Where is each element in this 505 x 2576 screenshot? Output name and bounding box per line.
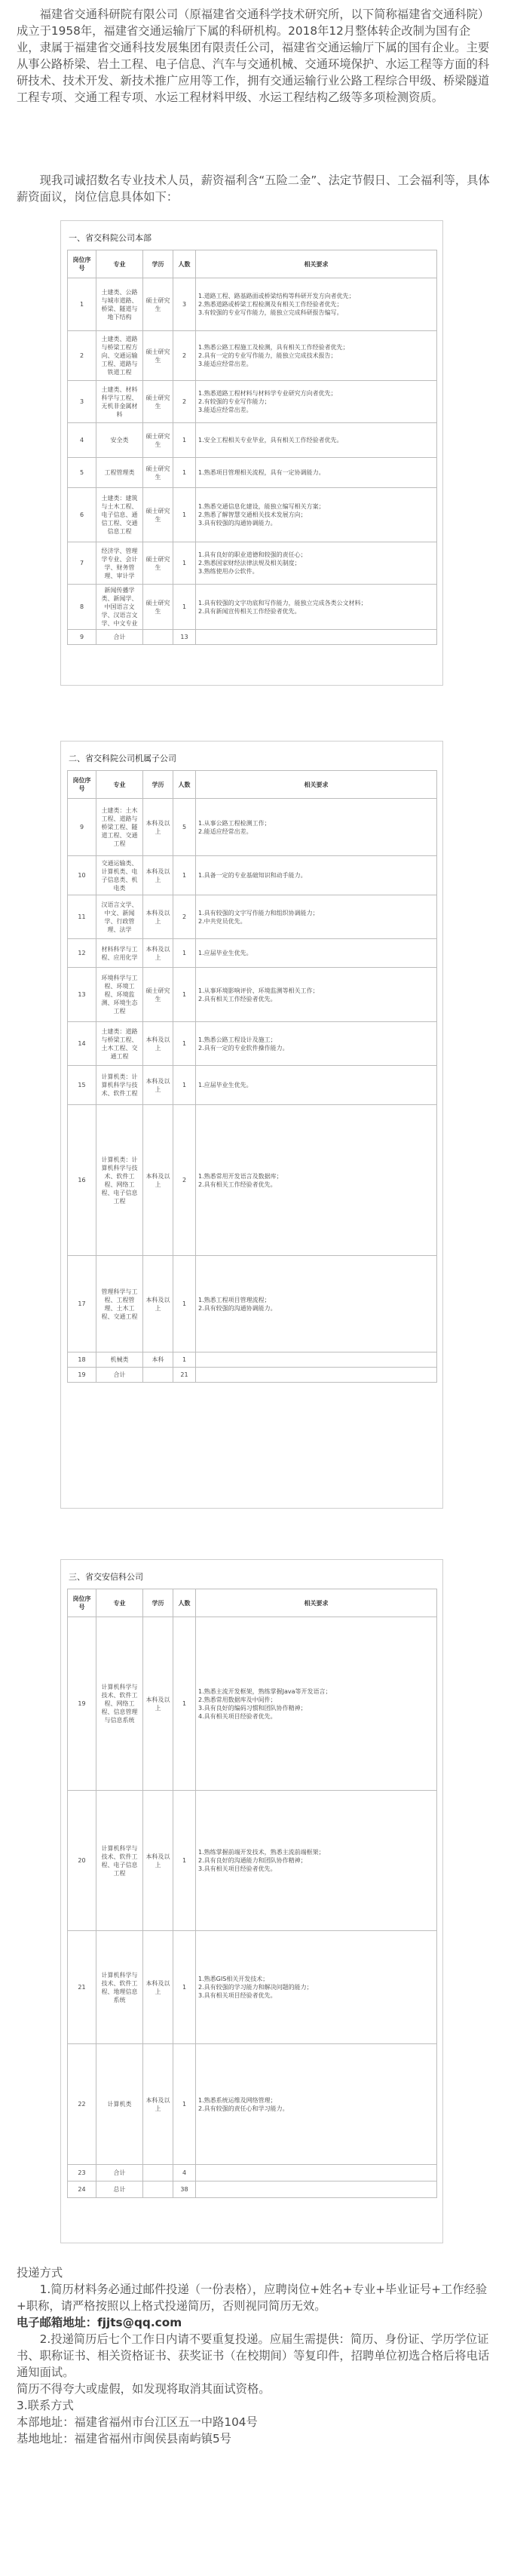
col-header-edu: 学历 bbox=[143, 771, 173, 799]
intro-paragraph: 福建省交通科研院有限公司（原福建省交通科学技术研究所，以下简称福建省交通科院）成立于1958年，福建省交通运输厅下属的科研机构。2018年12月整体转企改制为国有企业，隶属于福建省交通科技发展集团有限责任公司，福建省交通运输厅下属的国有企业。主要从事公路桥梁、岩土工程、电子信息、汽车与交通机械、交通环境保护、水运工程等方面的科研技术、技术开发、新技术推广应用等工作，拥有交通运输行业公路工程综合甲级、桥梁隧道工程专项、交通工程专项、水运工程材料甲级、水运工程结构乙级等多项检测资质。 bbox=[17, 8, 490, 104]
cell-major: 新闻传播学类、新闻学、中国语言文学、汉语言文学、中文专业 bbox=[96, 585, 143, 630]
col-header-major: 专业 bbox=[96, 771, 143, 799]
cell-major: 合计 bbox=[96, 1368, 143, 1383]
table-row bbox=[68, 1368, 437, 1383]
cell-headcount: 1 bbox=[173, 1022, 196, 1066]
cell-position-no: 5 bbox=[68, 458, 96, 488]
cell-requirements bbox=[196, 2181, 437, 2198]
section-2-table bbox=[67, 770, 437, 1383]
cell-requirements bbox=[196, 2165, 437, 2181]
table-row bbox=[68, 1617, 437, 1791]
cell-requirements: 1.安全工程相关专业毕业，具有相关工作经验者优先。 bbox=[196, 423, 437, 458]
section-1-rows bbox=[68, 278, 437, 645]
cell-requirements: 1.具有良好的职业道德和较强的责任心； 2.熟悉国家财经法律法规及相关制度； 3.熟练使用办公软件。 bbox=[196, 542, 437, 585]
cell-headcount: 1 bbox=[173, 1352, 196, 1368]
cell-education: 本科 bbox=[143, 1352, 173, 1368]
address-base: 基地地址：福建省福州市闽侯县南屿镇5号 bbox=[17, 2432, 232, 2446]
table-row bbox=[68, 2165, 437, 2181]
cell-major: 土建类、公路与城市道路、桥梁、隧道与地下结构 bbox=[96, 278, 143, 331]
col-header-no: 岗位序号 bbox=[68, 771, 96, 799]
section-2-rows bbox=[68, 799, 437, 1383]
cell-requirements: 1.道路工程、路基路面或桥梁结构等科研开发方向者优先； 2.熟悉道路或桥梁工程检测及有相关工作经验者优先； 3.有较强的专业写作能力，能独立完成科研报告编写。 bbox=[196, 278, 437, 331]
table-row bbox=[68, 939, 437, 968]
table-row bbox=[68, 542, 437, 585]
cell-requirements: 1.从事公路工程检测工作； 2.能适应经常出差。 bbox=[196, 799, 437, 856]
cell-requirements bbox=[196, 1368, 437, 1383]
cell-education: 本科及以上 bbox=[143, 1105, 173, 1256]
cell-education: 本科及以上 bbox=[143, 1256, 173, 1352]
cell-headcount: 1 bbox=[173, 488, 196, 542]
cell-major: 环境科学与工程、环境工程、环境监测、环境生态工程 bbox=[96, 968, 143, 1022]
col-header-no: 岗位序号 bbox=[68, 250, 96, 278]
cell-position-no: 9 bbox=[68, 630, 96, 645]
cell-major: 计算机类：计算机科学与技术、软件工程、网络工程、电子信息工程 bbox=[96, 1105, 143, 1256]
cell-education: 硕士研究生 bbox=[143, 423, 173, 458]
cell-position-no: 8 bbox=[68, 585, 96, 630]
cell-major: 土建类：建筑与土木工程、电子信息、通信工程、交通信息工程 bbox=[96, 488, 143, 542]
cell-position-no: 16 bbox=[68, 1105, 96, 1256]
table-row bbox=[68, 1352, 437, 1368]
table-row bbox=[68, 2044, 437, 2165]
apply-paragraph-3: 简历不得夸大或虚假，如发现将取消其面试资格。 bbox=[17, 2382, 271, 2396]
table-row bbox=[68, 381, 437, 423]
apply-paragraph-2: 2.投递简历后七个工作日内请不要重复投递。应届生需提供：简历、身份证、学历学位证书、职称证书、相关资格证书、获奖证书（在校期间）等复印件，招聘单位初选合格后将电话通知面试。 bbox=[17, 2332, 490, 2379]
cell-requirements: 1.熟悉主流开发框架，熟练掌握Java等开发语言； 2.熟悉常用数据库及中间件； 3.具有良好的编码习惯和团队协作精神； 4.具有相关项目经验者优先。 bbox=[196, 1617, 437, 1791]
cell-position-no: 13 bbox=[68, 968, 96, 1022]
cell-education: 硕士研究生 bbox=[143, 488, 173, 542]
cell-headcount: 1 bbox=[173, 1617, 196, 1791]
cell-headcount: 1 bbox=[173, 585, 196, 630]
section-2-card bbox=[60, 741, 443, 1509]
cell-position-no: 21 bbox=[68, 1931, 96, 2044]
table-row bbox=[68, 423, 437, 458]
apply-heading: 投递方式 bbox=[17, 2266, 63, 2280]
cell-requirements: 1.具有较强的文字写作能力和组织协调能力； 2.中共党员优先。 bbox=[196, 895, 437, 939]
cell-position-no: 12 bbox=[68, 939, 96, 968]
cell-major: 经济学、管理学专业、会计学、财务管理、审计学 bbox=[96, 542, 143, 585]
cell-requirements: 1.熟悉工程项目管理流程； 2.具有较强的沟通协调能力。 bbox=[196, 1256, 437, 1352]
col-header-no: 岗位序号 bbox=[68, 1589, 96, 1617]
col-header-edu: 学历 bbox=[143, 250, 173, 278]
cell-education: 硕士研究生 bbox=[143, 585, 173, 630]
cell-education bbox=[143, 2165, 173, 2181]
table-row bbox=[68, 1791, 437, 1931]
col-header-major: 专业 bbox=[96, 250, 143, 278]
cell-position-no: 2 bbox=[68, 331, 96, 381]
apply-paragraph-1: 1.简历材料务必通过邮件投递（一份表格），应聘岗位+姓名+专业+毕业证号+工作经验+职称，请严格按照以上格式投递简历，否则视同简历无效。 bbox=[17, 2283, 488, 2313]
section-3-table bbox=[67, 1589, 437, 2198]
cell-education: 本科及以上 bbox=[143, 2044, 173, 2165]
cell-headcount: 1 bbox=[173, 423, 196, 458]
cell-requirements: 1.应届毕业生优先。 bbox=[196, 939, 437, 968]
cell-position-no: 22 bbox=[68, 2044, 96, 2165]
cell-education: 硕士研究生 bbox=[143, 458, 173, 488]
cell-major: 土建类、道路与桥梁工程方向、交通运输工程、道路与铁道工程 bbox=[96, 331, 143, 381]
section-3-card bbox=[60, 1559, 443, 2243]
cell-education bbox=[143, 2181, 173, 2198]
cell-requirements bbox=[196, 1352, 437, 1368]
cell-headcount: 1 bbox=[173, 2044, 196, 2165]
cell-requirements: 1.具备一定的专业基础知识和动手能力。 bbox=[196, 856, 437, 895]
cell-position-no: 11 bbox=[68, 895, 96, 939]
cell-education: 本科及以上 bbox=[143, 1617, 173, 1791]
col-header-req: 相关要求 bbox=[196, 771, 437, 799]
section-3-title: 三、省交安信科公司 bbox=[69, 1572, 143, 1582]
section-3-rows bbox=[68, 1617, 437, 2198]
cell-major: 合计 bbox=[96, 2165, 143, 2181]
cell-requirements: 1.应届毕业生优先。 bbox=[196, 1066, 437, 1105]
cell-education: 硕士研究生 bbox=[143, 968, 173, 1022]
cell-requirements: 1.具有较强的文字功底和写作能力，能独立完成各类公文材料； 2.具有新闻宣传相关工作经验者优先。 bbox=[196, 585, 437, 630]
cell-headcount: 3 bbox=[173, 278, 196, 331]
col-header-edu: 学历 bbox=[143, 1589, 173, 1617]
section-1-table bbox=[67, 250, 437, 645]
cell-education: 本科及以上 bbox=[143, 1066, 173, 1105]
cell-education: 硕士研究生 bbox=[143, 278, 173, 331]
cell-headcount: 1 bbox=[173, 1791, 196, 1931]
cell-education: 本科及以上 bbox=[143, 1022, 173, 1066]
cell-major: 总计 bbox=[96, 2181, 143, 2198]
table-row bbox=[68, 278, 437, 331]
cell-requirements: 1.熟悉公路工程设计及施工； 2.具有一定的专业软件操作能力。 bbox=[196, 1022, 437, 1066]
cell-major: 交通运输类、计算机类、电子信息类、机电类 bbox=[96, 856, 143, 895]
address-headquarters: 本部地址：福建省福州市台江区五一中路104号 bbox=[17, 2415, 258, 2429]
cell-education: 本科及以上 bbox=[143, 1791, 173, 1931]
cell-position-no: 24 bbox=[68, 2181, 96, 2198]
table-row bbox=[68, 895, 437, 939]
cell-headcount: 1 bbox=[173, 939, 196, 968]
cell-major: 合计 bbox=[96, 630, 143, 645]
cell-major: 土建类、材料科学与工程、无机非金属材料 bbox=[96, 381, 143, 423]
cell-requirements: 1.熟悉公路工程施工及检测，具有相关工作经验者优先； 2.具有一定的专业写作能力，能独立完成技术报告； 3.能适应经常出差。 bbox=[196, 331, 437, 381]
table-row bbox=[68, 968, 437, 1022]
cell-requirements: 1.从事环境影响评价、环境监测等相关工作； 2.具有相关工作经验者优先。 bbox=[196, 968, 437, 1022]
col-header-major: 专业 bbox=[96, 1589, 143, 1617]
table-row bbox=[68, 1256, 437, 1352]
section-1-card bbox=[60, 220, 443, 686]
table-row bbox=[68, 488, 437, 542]
cell-headcount: 2 bbox=[173, 895, 196, 939]
cell-requirements: 1.熟悉道路工程材料与材料学专业研究方向者优先； 2.有较强的专业写作能力； 3.能适应经常出差。 bbox=[196, 381, 437, 423]
table-header-row bbox=[68, 250, 437, 278]
cell-headcount: 1 bbox=[173, 856, 196, 895]
email-label: 电子邮箱地址： bbox=[17, 2316, 98, 2329]
table-row bbox=[68, 856, 437, 895]
cell-requirements: 1.熟悉常用开发语言及数据库； 2.具有相关工作经验者优先。 bbox=[196, 1105, 437, 1256]
col-header-num: 人数 bbox=[173, 250, 196, 278]
section-2-title: 二、省交科院公司机属子公司 bbox=[69, 754, 176, 763]
table-row bbox=[68, 2181, 437, 2198]
cell-position-no: 15 bbox=[68, 1066, 96, 1105]
cell-headcount: 5 bbox=[173, 799, 196, 856]
cell-requirements bbox=[196, 630, 437, 645]
cell-headcount: 1 bbox=[173, 968, 196, 1022]
table-row bbox=[68, 1105, 437, 1256]
table-header-row bbox=[68, 771, 437, 799]
cell-position-no: 19 bbox=[68, 1368, 96, 1383]
application-info bbox=[17, 2264, 490, 2447]
intro-paragraph-2: 现我司诚招数名专业技术人员，薪资福利含“五险二金”、法定节假日、工会福利等，具体薪资面议，岗位信息具体如下： bbox=[17, 173, 490, 204]
cell-headcount: 2 bbox=[173, 381, 196, 423]
email-address[interactable]: fjjts@qq.com bbox=[97, 2316, 182, 2329]
cell-headcount: 13 bbox=[173, 630, 196, 645]
cell-position-no: 19 bbox=[68, 1617, 96, 1791]
cell-position-no: 4 bbox=[68, 423, 96, 458]
cell-major: 土建类：道路与桥梁工程、土木工程、交通工程 bbox=[96, 1022, 143, 1066]
cell-major: 计算机类：计算机科学与技术、软件工程 bbox=[96, 1066, 143, 1105]
table-header-row bbox=[68, 1589, 437, 1617]
cell-education: 本科及以上 bbox=[143, 895, 173, 939]
cell-major: 管理科学与工程、工程管理、土木工程、交通工程 bbox=[96, 1256, 143, 1352]
cell-headcount: 1 bbox=[173, 1066, 196, 1105]
cell-headcount: 2 bbox=[173, 331, 196, 381]
cell-requirements: 1.熟悉交通信息化建设，能独立编写相关方案； 2.熟悉了解智慧交通相关技术发展方向； 3.具有较强的沟通协调能力。 bbox=[196, 488, 437, 542]
col-header-req: 相关要求 bbox=[196, 1589, 437, 1617]
cell-major: 机械类 bbox=[96, 1352, 143, 1368]
section-1-title: 一、省交科院公司本部 bbox=[69, 233, 152, 243]
cell-requirements: 1.熟练掌握前端开发技术，熟悉主流前端框架； 2.具有良好的沟通能力和团队协作精神； 3.具有相关项目经验者优先。 bbox=[196, 1791, 437, 1931]
contact-heading: 3.联系方式 bbox=[17, 2399, 74, 2412]
col-header-num: 人数 bbox=[173, 771, 196, 799]
cell-headcount: 1 bbox=[173, 1256, 196, 1352]
cell-position-no: 7 bbox=[68, 542, 96, 585]
cell-requirements: 1.熟悉项目管理相关流程，具有一定协调能力。 bbox=[196, 458, 437, 488]
table-row bbox=[68, 585, 437, 630]
cell-position-no: 14 bbox=[68, 1022, 96, 1066]
cell-headcount: 1 bbox=[173, 458, 196, 488]
cell-major: 土建类：土木工程、道路与桥梁工程、隧道工程、交通工程 bbox=[96, 799, 143, 856]
cell-education: 硕士研究生 bbox=[143, 331, 173, 381]
cell-education: 本科及以上 bbox=[143, 939, 173, 968]
cell-major: 计算机科学与技术、软件工程、地理信息系统 bbox=[96, 1931, 143, 2044]
cell-position-no: 23 bbox=[68, 2165, 96, 2181]
cell-major: 计算机类 bbox=[96, 2044, 143, 2165]
cell-position-no: 20 bbox=[68, 1791, 96, 1931]
cell-education: 硕士研究生 bbox=[143, 381, 173, 423]
cell-position-no: 3 bbox=[68, 381, 96, 423]
cell-headcount: 4 bbox=[173, 2165, 196, 2181]
cell-major: 工程管理类 bbox=[96, 458, 143, 488]
cell-position-no: 1 bbox=[68, 278, 96, 331]
cell-requirements: 1.熟悉系统运维及网络管理； 2.具有较强的责任心和学习能力。 bbox=[196, 2044, 437, 2165]
table-row bbox=[68, 458, 437, 488]
cell-requirements: 1.熟悉GIS相关开发技术； 2.具有较强的学习能力和解决问题的能力； 3.具有相关项目经验者优先。 bbox=[196, 1931, 437, 2044]
cell-position-no: 10 bbox=[68, 856, 96, 895]
cell-major: 计算机科学与技术、软件工程、网络工程、信息管理与信息系统 bbox=[96, 1617, 143, 1791]
cell-major: 安全类 bbox=[96, 423, 143, 458]
cell-education bbox=[143, 1368, 173, 1383]
cell-major: 计算机科学与技术、软件工程、电子信息工程 bbox=[96, 1791, 143, 1931]
table-row bbox=[68, 630, 437, 645]
cell-education: 本科及以上 bbox=[143, 856, 173, 895]
cell-position-no: 6 bbox=[68, 488, 96, 542]
table-row bbox=[68, 1066, 437, 1105]
table-row bbox=[68, 799, 437, 856]
cell-position-no: 18 bbox=[68, 1352, 96, 1368]
cell-major: 材料科学与工程、应用化学 bbox=[96, 939, 143, 968]
cell-headcount: 21 bbox=[173, 1368, 196, 1383]
cell-position-no: 17 bbox=[68, 1256, 96, 1352]
email-line bbox=[17, 2314, 490, 2331]
cell-education: 本科及以上 bbox=[143, 1931, 173, 2044]
cell-education: 本科及以上 bbox=[143, 799, 173, 856]
cell-major: 汉语言文学、中文、新闻学、行政管理、法学 bbox=[96, 895, 143, 939]
cell-headcount: 1 bbox=[173, 542, 196, 585]
col-header-req: 相关要求 bbox=[196, 250, 437, 278]
cell-education: 硕士研究生 bbox=[143, 542, 173, 585]
cell-position-no: 9 bbox=[68, 799, 96, 856]
table-row bbox=[68, 1931, 437, 2044]
table-row bbox=[68, 331, 437, 381]
cell-headcount: 38 bbox=[173, 2181, 196, 2198]
cell-headcount: 1 bbox=[173, 1931, 196, 2044]
cell-headcount: 2 bbox=[173, 1105, 196, 1256]
cell-education bbox=[143, 630, 173, 645]
table-row bbox=[68, 1022, 437, 1066]
col-header-num: 人数 bbox=[173, 1589, 196, 1617]
